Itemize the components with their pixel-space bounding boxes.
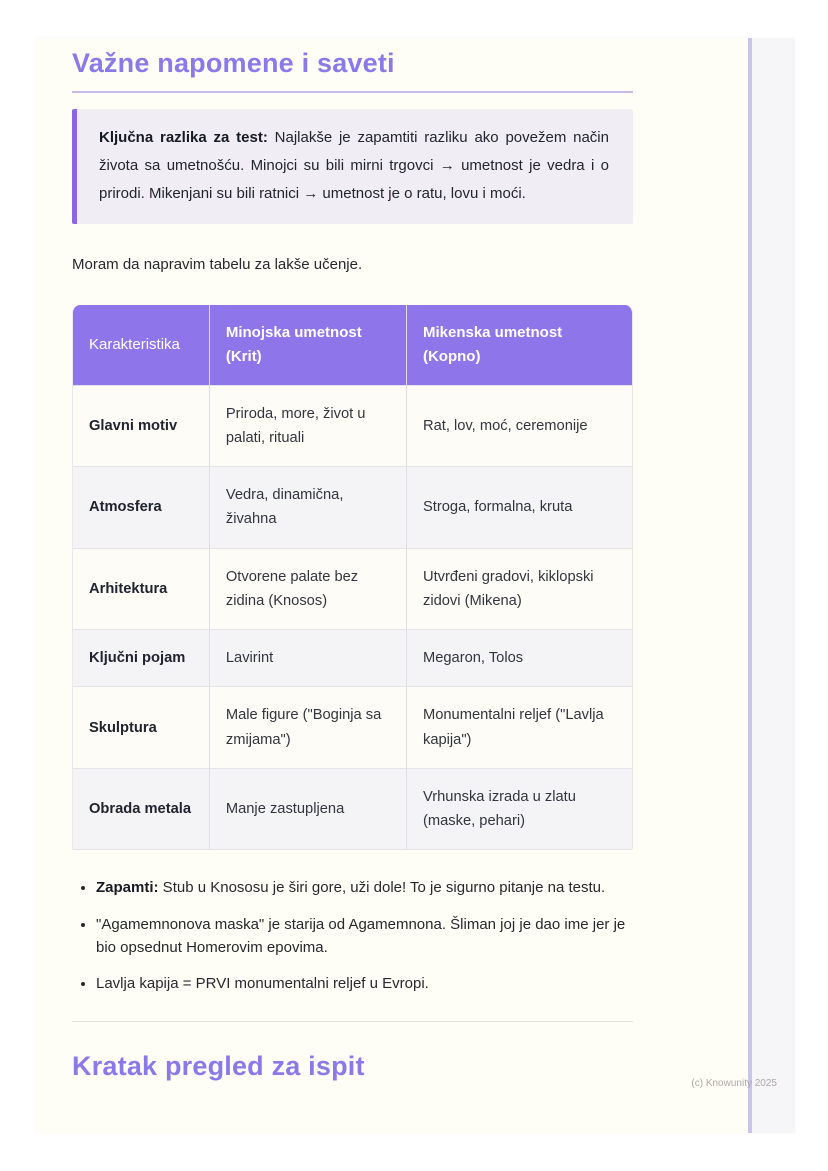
page-edge-line: [748, 38, 752, 1133]
notes-list: [72, 876, 633, 995]
table-row: [73, 768, 632, 850]
row-label: Skulptura: [73, 686, 209, 768]
section-divider: [72, 1021, 633, 1022]
table-cell: Lavirint: [209, 629, 406, 686]
list-item-lead: Zapamti:: [96, 879, 159, 897]
list-item: [96, 972, 633, 995]
copyright-watermark: (c) Knowunity 2025: [691, 1078, 777, 1089]
row-label: Ključni pojam: [73, 629, 209, 686]
table-header-karakteristika: Karakteristika: [73, 305, 209, 385]
comparison-table: [72, 305, 633, 851]
table-cell: Stroga, formalna, kruta: [406, 466, 632, 548]
table-row: [73, 686, 632, 768]
page-right-gutter: [752, 38, 795, 1133]
row-label: Arhitektura: [73, 548, 209, 630]
document-content: [72, 38, 633, 1083]
table-cell: Male figure ("Boginja sa zmijama"): [209, 686, 406, 768]
table-cell: Utvrđeni gradovi, kiklopski zidovi (Mikena): [406, 548, 632, 630]
callout-lead: Ključna razlika za test:: [99, 129, 268, 147]
table-header-row: [73, 305, 632, 385]
table-row: [73, 385, 632, 467]
title-underline: [72, 91, 633, 93]
table-row: [73, 466, 632, 548]
table-cell: Megaron, Tolos: [406, 629, 632, 686]
row-label: Glavni motiv: [73, 385, 209, 467]
intro-paragraph: Moram da napravim tabelu za lakše učenje.: [72, 255, 363, 273]
table-cell: Otvorene palate bez zidina (Knosos): [209, 548, 406, 630]
table-cell: Vedra, dinamična, živahna: [209, 466, 406, 548]
table-cell: Priroda, more, život u palati, rituali: [209, 385, 406, 467]
row-label: Obrada metala: [73, 768, 209, 850]
list-item: [96, 876, 633, 899]
document-page: [36, 38, 795, 1133]
section-title-notes: Važne napomene i saveti: [72, 48, 395, 78]
table-header-minojska: Minojska umetnost (Krit): [209, 305, 406, 385]
row-label: Atmosfera: [73, 466, 209, 548]
table-row: [73, 629, 632, 686]
key-difference-callout: [72, 109, 633, 223]
table-cell: Monumentalni reljef ("Lavlja kapija"): [406, 686, 632, 768]
table-cell: Manje zastupljena: [209, 768, 406, 850]
callout-text: Najlakše je zapamtiti razliku ako povežem način života sa umetnošću. Minojci su bili mirni trgovci → umetnost je vedra i o prirodi. Mikenjani su bili ratnici → umetnost je o ratu, lovu i moći.: [99, 129, 609, 202]
list-item: [96, 913, 633, 960]
list-item-text: Stub u Knososu je širi gore, uži dole! To je sigurno pitanje na testu.: [158, 879, 606, 897]
table-cell: Rat, lov, moć, ceremonije: [406, 385, 632, 467]
section-title-review: Kratak pregled za ispit: [72, 1051, 365, 1082]
table-row: [73, 548, 632, 630]
table-header-mikenska: Mikenska umetnost (Kopno): [406, 305, 632, 385]
table-cell: Vrhunska izrada u zlatu (maske, pehari): [406, 768, 632, 850]
list-item-text: Lavlja kapija = PRVI monumentalni reljef u Evropi.: [96, 975, 429, 993]
list-item-text: "Agamemnonova maska" je starija od Agamemnona. Šliman joj je dao ime jer je bio opsednut Homerovim epovima.: [96, 915, 626, 956]
